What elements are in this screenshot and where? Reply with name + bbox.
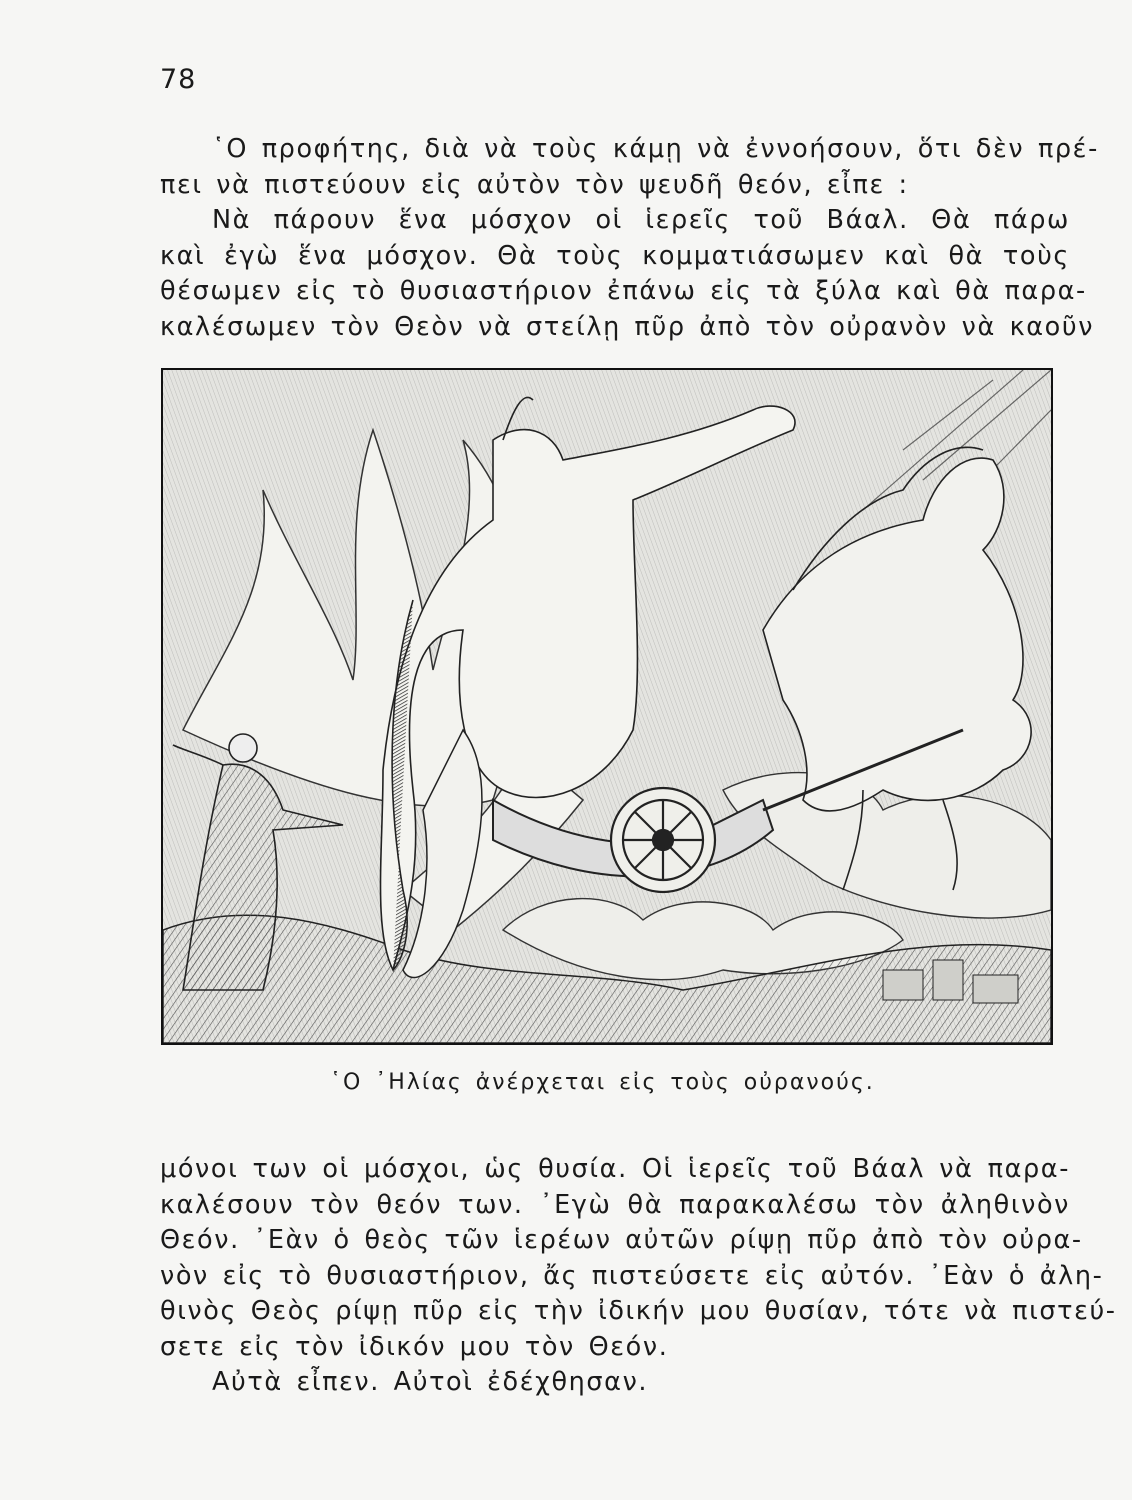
text-line: μόνοι των οἱ μόσχοι, ὡς θυσία. Οἱ ἱερεῖς τοῦ Βάαλ νὰ παρα- [160, 1154, 1070, 1184]
figure-caption: ῾Ο ᾿Ηλίας ἀνέρχεται εἰς τοὺς οὐρανούς. [330, 1070, 875, 1095]
text-line: καλέσωμεν τὸν Θεὸν νὰ στείλῃ πῦρ ἀπὸ τὸν οὐρανὸν νὰ καοῦν [160, 311, 1095, 342]
text-line: πει νὰ πιστεύουν εἰς αὐτὸν τὸν ψευδῆ θεόν, εἶπε : [160, 169, 909, 200]
text-line: Θεόν. ᾿Εὰν ὁ θεὸς τῶν ἱερέων αὐτῶν ρίψῃ πῦρ ἀπὸ τὸν οὐρα- [160, 1225, 1083, 1255]
engraving-illustration [161, 368, 1053, 1045]
page-number: 78 [160, 64, 197, 95]
text-line: Αὐτὰ εἶπεν. Αὐτοὶ ἐδέχθησαν. [212, 1367, 649, 1397]
text-line: καὶ ἐγὼ ἕνα μόσχον. Θὰ τοὺς κομματιάσωμεν καὶ θὰ τοὺς [160, 240, 1070, 271]
chariot-of-fire-engraving [163, 370, 1051, 1043]
text-line: σετε εἰς τὸν ἰδικόν μου τὸν Θεόν. [160, 1331, 669, 1362]
bottom-paragraph [160, 1152, 1117, 1401]
chariot-wheel [611, 788, 715, 892]
text-line: θέσωμεν εἰς τὸ θυσιαστήριον ἐπάνω εἰς τὰ ξύλα καὶ θὰ παρα- [160, 276, 1087, 306]
text-line: καλέσουν τὸν θεόν των. ᾿Εγὼ θὰ παρακαλέσω τὸν ἀληθινὸν [160, 1189, 1070, 1220]
text-line: Νὰ πάρουν ἕνα μόσχον οἱ ἱερεῖς τοῦ Βάαλ. Θὰ πάρω [212, 205, 1070, 235]
text-line: θινὸς Θεὸς ρίψῃ πῦρ εἰς τὴν ἰδικήν μου θυσίαν, τότε νὰ πιστεύ- [160, 1296, 1117, 1326]
text-line: νὸν εἰς τὸ θυσιαστήριον, ἄς πιστεύσετε εἰς αὐτόν. ᾿Εὰν ὁ ἀλη- [160, 1260, 1104, 1291]
text-line: ῾Ο προφήτης, διὰ νὰ τοὺς κάμῃ νὰ ἐννοήσουν, ὅτι δὲν πρέ- [212, 134, 1099, 164]
top-paragraph [160, 132, 1099, 345]
